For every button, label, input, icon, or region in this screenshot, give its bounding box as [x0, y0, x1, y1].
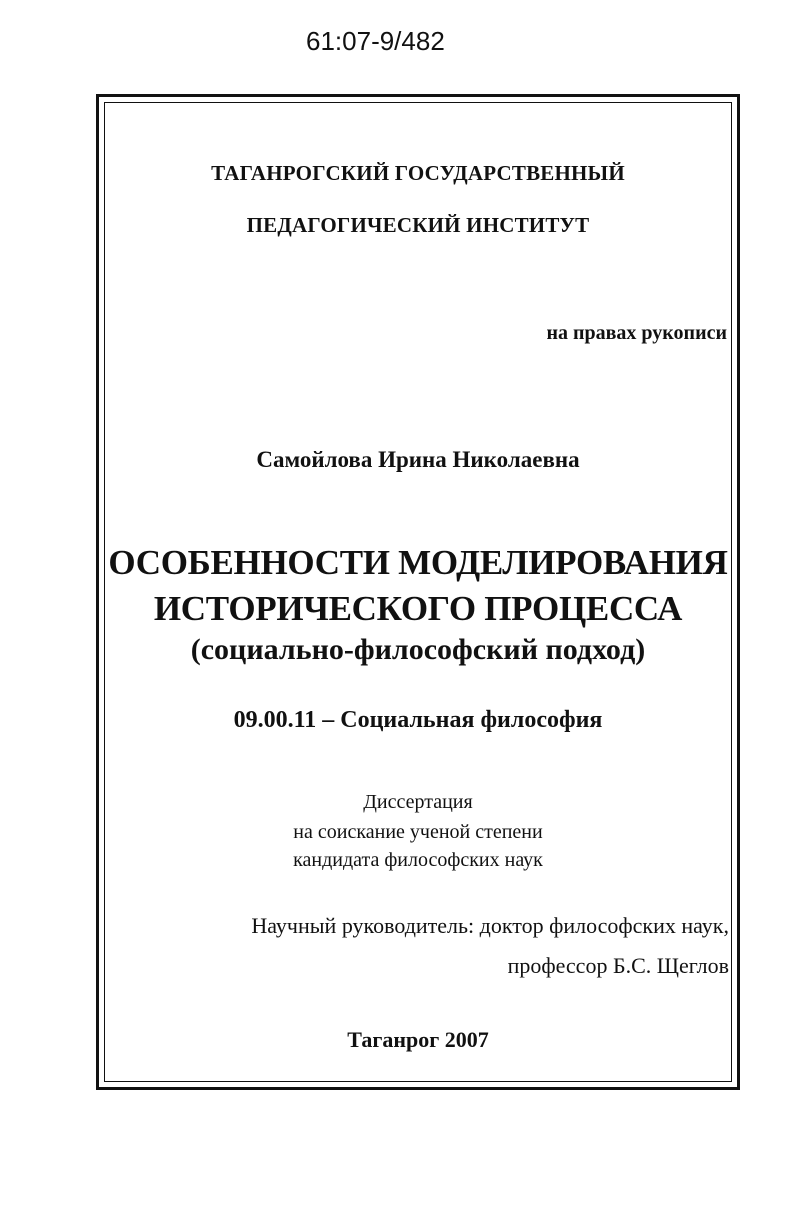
rights-note: на правах рукописи: [546, 322, 727, 344]
institution-line-2: ПЕДАГОГИЧЕСКИЙ ИНСТИТУТ: [246, 213, 590, 237]
institution-line-1: ТАГАНРОГСКИЙ ГОСУДАРСТВЕННЫЙ: [211, 161, 625, 185]
title-page-frame: [96, 94, 740, 1090]
city-year: Таганрог 2007: [347, 1027, 489, 1052]
dissertation-line-3: кандидата философских наук: [293, 849, 543, 871]
author-name: Самойлова Ирина Николаевна: [256, 447, 580, 472]
title-page-inner-frame: [104, 102, 732, 1082]
dissertation-line-1: Диссертация: [363, 791, 473, 813]
specialty-code: 09.00.11 – Социальная философия: [233, 707, 603, 733]
title-line-2: ИСТОРИЧЕСКОГО ПРОЦЕССА: [153, 589, 683, 628]
dissertation-line-2: на соискание ученой степени: [293, 821, 543, 843]
supervisor-line-1: Научный руководитель: доктор философских наук,: [251, 913, 729, 938]
title-subtitle: (социально-философский подход): [190, 633, 646, 666]
catalog-number: 61:07-9/482: [306, 26, 445, 56]
supervisor-line-2: профессор Б.С. Щеглов: [507, 953, 729, 978]
title-line-1: ОСОБЕННОСТИ МОДЕЛИРОВАНИЯ: [108, 543, 728, 582]
